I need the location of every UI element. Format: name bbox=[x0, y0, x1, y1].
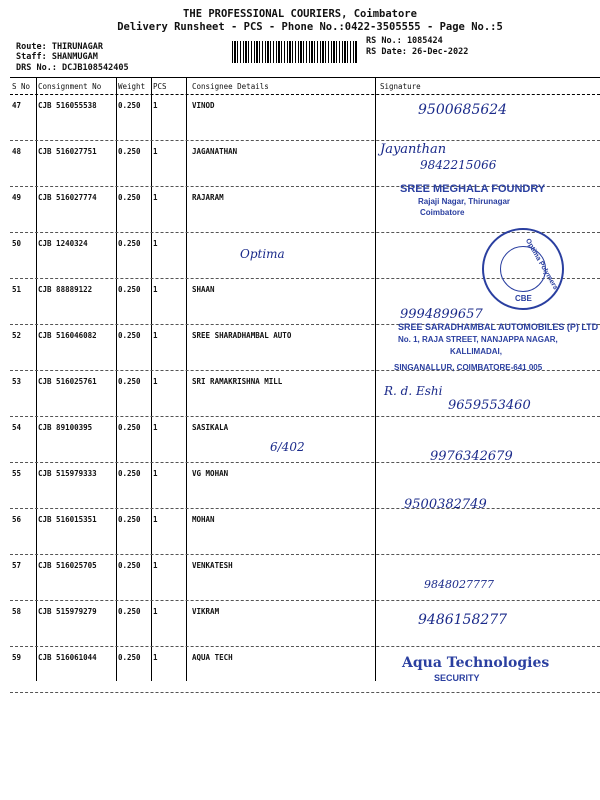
staff-label: Staff: SHANMUGAM bbox=[16, 52, 98, 62]
handwritten-phone: 9659553460 bbox=[448, 398, 531, 413]
table-row bbox=[10, 463, 600, 509]
row-weight: 0.250 bbox=[118, 331, 141, 340]
row-weight: 0.250 bbox=[118, 653, 141, 662]
row-consignment-no: CJB 516061044 bbox=[38, 653, 97, 662]
table-row bbox=[10, 95, 600, 141]
col-pcs: PCS bbox=[153, 82, 167, 91]
row-consignee: MOHAN bbox=[192, 515, 215, 524]
row-sno: 52 bbox=[12, 331, 22, 340]
row-weight: 0.250 bbox=[118, 239, 141, 248]
company-stamp: KALLIMADAI, bbox=[450, 347, 502, 356]
row-weight: 0.250 bbox=[118, 469, 141, 478]
table-row bbox=[10, 601, 600, 647]
company-stamp: No. 1, RAJA STREET, NANJAPPA NAGAR, bbox=[398, 335, 558, 344]
row-weight: 0.250 bbox=[118, 561, 141, 570]
row-pcs: 1 bbox=[153, 561, 158, 570]
row-sno: 49 bbox=[12, 193, 22, 202]
row-pcs: 1 bbox=[153, 193, 158, 202]
row-pcs: 1 bbox=[153, 331, 158, 340]
row-consignment-no: CJB 515979333 bbox=[38, 469, 97, 478]
handwritten-door-no: 6/402 bbox=[270, 440, 305, 454]
drs-number: DRS No.: DCJB108542405 bbox=[16, 63, 129, 73]
row-consignment-no: CJB 516055538 bbox=[38, 101, 97, 110]
company-stamp: SECURITY bbox=[434, 673, 480, 683]
row-sno: 53 bbox=[12, 377, 22, 386]
row-consignee: SRI RAMAKRISHNA MILL bbox=[192, 377, 283, 386]
seal-text: CBE bbox=[515, 294, 532, 303]
row-consignment-no: CJB 516027751 bbox=[38, 147, 97, 156]
table-row bbox=[10, 141, 600, 187]
row-consignee: SASIKALA bbox=[192, 423, 229, 432]
row-weight: 0.250 bbox=[118, 515, 141, 524]
row-weight: 0.250 bbox=[118, 285, 141, 294]
col-weight: Weight bbox=[118, 82, 146, 91]
row-pcs: 1 bbox=[153, 101, 158, 110]
row-consignment-no: CJB 88889122 bbox=[38, 285, 93, 294]
row-consignee: RAJARAM bbox=[192, 193, 224, 202]
row-consignment-no: CJB 515979279 bbox=[38, 607, 97, 616]
col-signature: Signature bbox=[380, 82, 421, 91]
route-label: Route: THIRUNAGAR bbox=[16, 42, 103, 52]
company-stamp: Coimbatore bbox=[420, 208, 465, 217]
row-consignee: SHAAN bbox=[192, 285, 215, 294]
company-stamp: SINGANALLUR, COIMBATORE-641 005 bbox=[394, 363, 543, 372]
row-pcs: 1 bbox=[153, 515, 158, 524]
row-weight: 0.250 bbox=[118, 147, 141, 156]
company-seal bbox=[482, 228, 564, 310]
handwritten-signature: Jayanthan bbox=[380, 142, 447, 157]
row-consignment-no: CJB 516015351 bbox=[38, 515, 97, 524]
row-weight: 0.250 bbox=[118, 607, 141, 616]
runsheet-table bbox=[10, 77, 600, 693]
row-consignee: VG MOHAN bbox=[192, 469, 229, 478]
row-consignment-no: CJB 516025761 bbox=[38, 377, 97, 386]
row-sno: 51 bbox=[12, 285, 22, 294]
row-consignment-no: CJB 516025705 bbox=[38, 561, 97, 570]
row-consignment-no: CJB 1240324 bbox=[38, 239, 88, 248]
company-stamp: Aqua Technologies bbox=[402, 655, 550, 671]
row-weight: 0.250 bbox=[118, 377, 141, 386]
company-stamp: Rajaji Nagar, Thirunagar bbox=[418, 197, 511, 206]
row-sno: 50 bbox=[12, 239, 22, 248]
row-sno: 58 bbox=[12, 607, 22, 616]
runsheet-title: THE PROFESSIONAL COURIERS, Coimbatore bbox=[183, 8, 417, 20]
rs-number: RS No.: 1085424 bbox=[366, 36, 443, 46]
handwritten-signature: R. d. Eshi bbox=[384, 384, 443, 398]
col-sno: S No bbox=[12, 82, 31, 91]
handwritten-phone: 9486158277 bbox=[418, 612, 508, 628]
row-consignee: JAGANATHAN bbox=[192, 147, 238, 156]
rs-date: RS Date: 26-Dec-2022 bbox=[366, 47, 469, 57]
row-sno: 59 bbox=[12, 653, 22, 662]
row-sno: 56 bbox=[12, 515, 22, 524]
company-stamp: SREE SARADHAMBAL AUTOMOBILES (P) LTD bbox=[398, 322, 599, 332]
handwritten-phone: 9842215066 bbox=[420, 158, 497, 172]
row-sno: 57 bbox=[12, 561, 22, 570]
row-weight: 0.250 bbox=[118, 101, 141, 110]
row-sno: 47 bbox=[12, 101, 22, 110]
row-sno: 54 bbox=[12, 423, 22, 432]
company-stamp: SREE MEGHALA FOUNDRY bbox=[400, 183, 546, 195]
row-sno: 48 bbox=[12, 147, 22, 156]
table-row bbox=[10, 555, 600, 601]
handwritten-note: Optima bbox=[240, 247, 285, 261]
handwritten-phone: 9500685624 bbox=[418, 102, 508, 118]
runsheet-subtitle: Delivery Runsheet - PCS - Phone No.:0422-3505555 - Page No.:5 bbox=[117, 21, 503, 33]
row-consignee: SREE SHARADHAMBAL AUTO bbox=[192, 331, 292, 340]
row-consignee: VENKATESH bbox=[192, 561, 233, 570]
row-pcs: 1 bbox=[153, 147, 158, 156]
row-pcs: 1 bbox=[153, 377, 158, 386]
row-sno: 55 bbox=[12, 469, 22, 478]
handwritten-phone: 9848027777 bbox=[424, 578, 494, 591]
row-pcs: 1 bbox=[153, 285, 158, 294]
row-pcs: 1 bbox=[153, 607, 158, 616]
row-pcs: 1 bbox=[153, 423, 158, 432]
row-consignment-no: CJB 516046082 bbox=[38, 331, 97, 340]
seal-text: Optima Polymers bbox=[523, 237, 559, 292]
row-consignee: VIKRAM bbox=[192, 607, 220, 616]
row-pcs: 1 bbox=[153, 239, 158, 248]
row-consignment-no: CJB 516027774 bbox=[38, 193, 97, 202]
row-pcs: 1 bbox=[153, 653, 158, 662]
row-consignee: AQUA TECH bbox=[192, 653, 233, 662]
row-pcs: 1 bbox=[153, 469, 158, 478]
handwritten-phone: 9994899657 bbox=[400, 307, 483, 322]
row-weight: 0.250 bbox=[118, 423, 141, 432]
table-header bbox=[10, 77, 600, 95]
row-consignee: VINOD bbox=[192, 101, 215, 110]
col-consignee: Consignee Details bbox=[192, 82, 269, 91]
table-row bbox=[10, 509, 600, 555]
handwritten-phone: 9500382749 bbox=[404, 497, 487, 512]
handwritten-phone: 9976342679 bbox=[430, 449, 513, 464]
row-weight: 0.250 bbox=[118, 193, 141, 202]
barcode bbox=[232, 41, 358, 63]
row-consignment-no: CJB 89100395 bbox=[38, 423, 93, 432]
col-consignment: Consignment No bbox=[38, 82, 102, 91]
